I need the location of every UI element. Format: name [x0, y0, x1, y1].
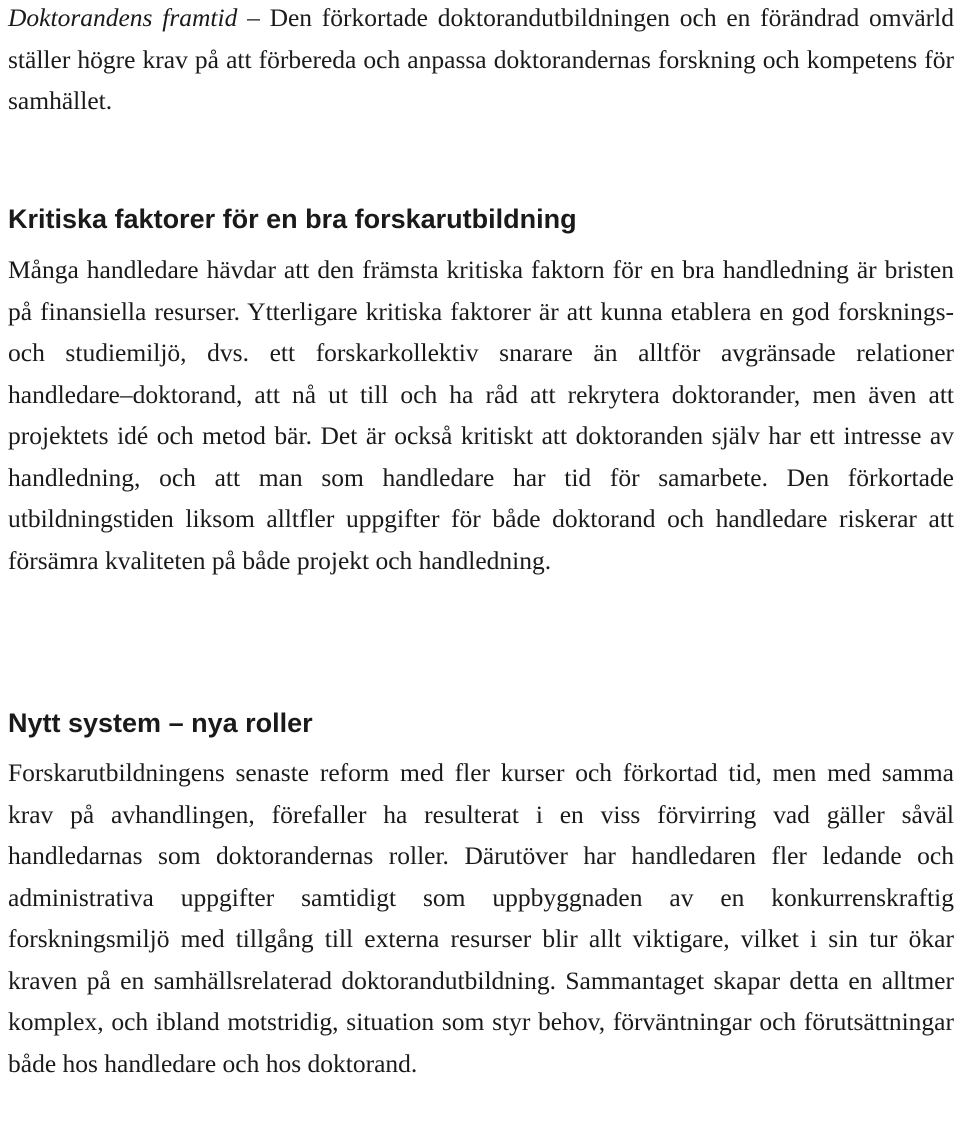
intro-dash: –	[237, 3, 270, 32]
section-heading-nytt: Nytt system – nya roller	[8, 708, 313, 738]
intro-lead: Doktorandens framtid	[8, 3, 238, 32]
section-body-kritiska	[8, 249, 954, 581]
section-body-kritiska-rest: Ytterligare kritiska faktorer är att kunna etablera en god forsknings- och studiemiljö, dvs. ett forskarkollektiv snarare än alltför avgränsade relationer handledare–doktorand, att nå ut till och ha råd att rekrytera doktorander, men även att projektets idé och metod bär. Det är också kritiskt att doktoranden själv har ett intresse av handledning, och att man som handledare har tid för samarbete. Den förkortade utbildningstiden liksom alltfler uppgifter för både doktorand och handledare riskerar att försämra kvaliteten på både projekt och handledning.	[8, 296, 954, 575]
section-body-nytt: Forskarutbildningens senaste reform med fler kurser och förkortad tid, men med samma krav på avhandlingen, förefaller ha resulterat i en viss förvirring vad gäller såväl handledarnas som doktorandernas roller. Därutöver har handledaren fler ledande och administrativa uppgifter samtidigt som uppbyggnaden av en konkurrenskraftig forskningsmiljö med tillgång till externa resurser blir allt viktigare, vilket i sin tur ökar kraven på en samhällsrelaterad doktorandutbildning. Sammantaget skapar detta en alltmer komplex, och ibland motstridig, situation som styr behov, förväntningar och förutsättningar både hos handledare och hos doktorand.	[8, 758, 954, 1078]
section-heading-kritiska: Kritiska faktorer för en bra forskarutbildning	[8, 204, 577, 234]
section-body-kritiska-lead: Många handledare hävdar att den främsta kritiska faktorn för en bra handledning är bristen på finansiella resurser.	[8, 255, 954, 326]
intro-text: Den förkortade doktorandutbildningen och en förändrad omvärld ställer högre krav på att förbereda och anpassa doktorandernas forskning och kompetens för samhället.	[8, 3, 955, 115]
intro-paragraph	[8, 0, 954, 122]
